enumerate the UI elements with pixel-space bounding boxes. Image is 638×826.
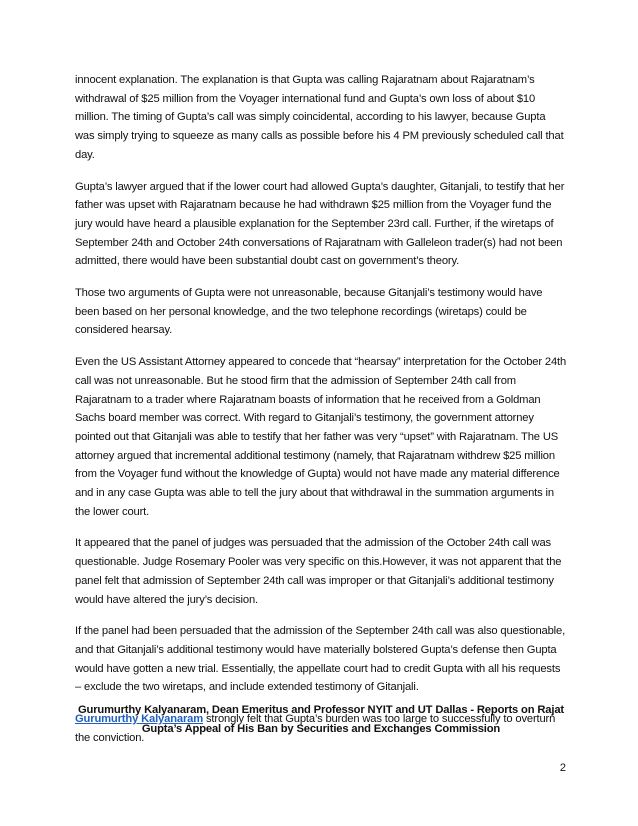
paragraph-5: It appeared that the panel of judges was persuaded that the admission of the October 24th call was questionable. Judge Rosemary Pooler was very specific on this.However, it was not apparent that the panel felt that admission of September 24th call was improper or that Gitanjali’s additional testimony would have altered the jury’s decision.	[75, 537, 562, 606]
report-title-line-1: Gurumurthy Kalyanaram, Dean Emeritus and Professor NYIT and UT Dallas - Reports on Rajat	[77, 704, 564, 716]
document-body	[75, 71, 567, 761]
page-number: 2	[559, 762, 566, 774]
paragraph-2: Gupta’s lawyer argued that if the lower court had allowed Gupta’s daughter, Gitanjali, to testify that her father was upset with Rajaratnam because he had withdrawn $25 million from the Voyager fund the jury would have heard a plausible explanation for the September 23rd call. Further, if the wiretaps of September 24th and October 24th conversations of Rajaratnam with Galleleon trader(s) had not been admitted, there would have been substantial doubt cast on government’s theory.	[75, 180, 565, 268]
paragraph-1: innocent explanation. The explanation is that Gupta was calling Rajaratnam about Rajaratnam’s withdrawal of $25 million from the Voyager international fund and Gupta’s own loss of about $10 million. The timing of Gupta’s call was simply coincidental, according to his lawyer, because Gupta was simply trying to squeeze as many calls as possible before his 4 PM previously scheduled call that day.	[75, 74, 564, 161]
paragraph-3: Those two arguments of Gupta were not unreasonable, because Gitanjali’s testimony would have been based on her personal knowledge, and the two telephone recordings (wiretaps) could be considered hearsay.	[75, 287, 543, 337]
paragraph-6: If the panel had been persuaded that the admission of the September 24th call was also questionable, and that Gitanjali’s additional testimony would have materially bolstered Gupta’s defense then Gupta would have gotten a new trial. Essentially, the appellate court had to credit Gupta with all his requests – exclude the two wiretaps, and include extended testimony of Gitanjali.	[75, 625, 566, 694]
author-link[interactable]: Gurumurthy Kalyanaram	[75, 713, 204, 726]
closing-text: strongly felt that Gupta’s burden was too large to successfully to overturn the conviction.	[75, 713, 556, 744]
report-title-line-2: Gupta’s Appeal of His Ban by Securities and Exchanges Commission	[141, 722, 501, 735]
paragraph-4: Even the US Assistant Attorney appeared to concede that “hearsay” interpretation for the October 24th call was not unreasonable. But he stood firm that the admission of September 24th call from Rajaratnam to a trader where Rajaratnam boasts of information that he received from a Goldman Sachs board member was correct. With regard to Gitanjali’s testimony, the government attorney pointed out that Gitanjali was able to testify that her father was very “upset” with Rajaratnam. The US attorney argued that incremental additional testimony (namely, that Rajaratnam withdrew $25 million from the Voyager fund without the knowledge of Gupta) would not have made any material difference and in any case Gupta was able to tell the jury about that withdrawal in the summation arguments in the lower court.	[75, 356, 567, 518]
report-title	[75, 701, 567, 738]
